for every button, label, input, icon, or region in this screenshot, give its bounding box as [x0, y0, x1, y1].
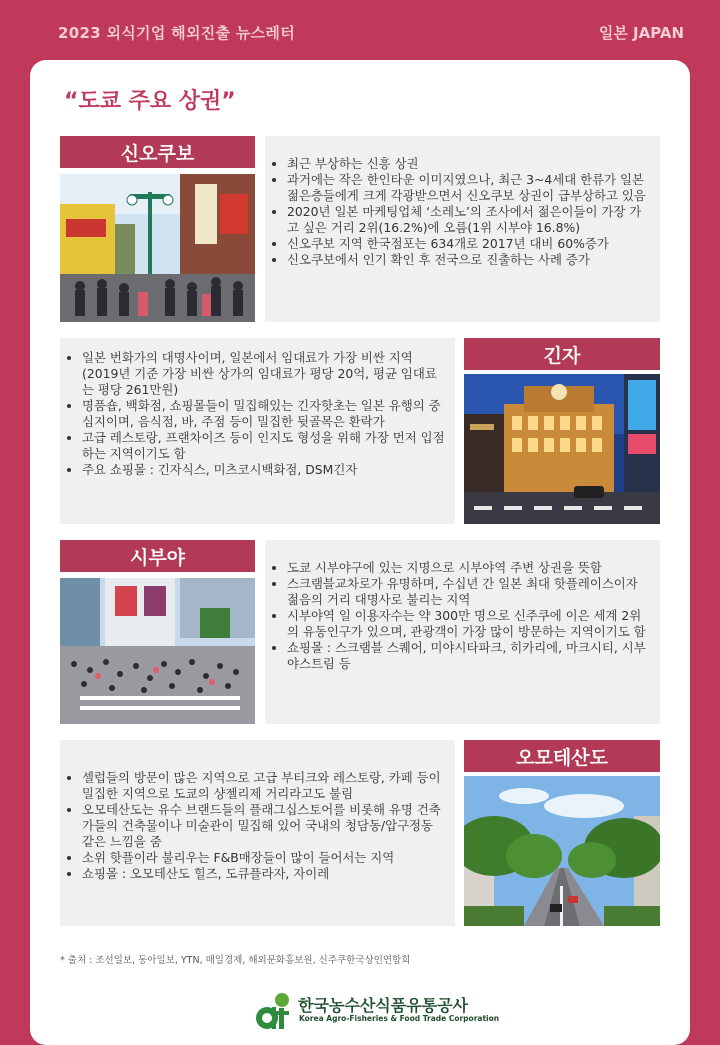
section-label-shinokubo: 신오쿠보	[60, 136, 255, 168]
list-item: • 일본 번화가의 대명사이며, 일본에서 임대료가 가장 비싼 지역(2019년 기준 가장 비싼 상가의 임대료가 평당 20억, 평균 임대료는 평당 261만원)	[82, 350, 445, 398]
country-label: 일본 JAPAN	[598, 24, 684, 42]
page-title: “도쿄 주요 상권”	[64, 89, 236, 114]
section-label-omotesando: 오모테산도	[464, 740, 660, 772]
shibuya-description-box	[265, 540, 660, 724]
omotesando-description-box	[60, 740, 455, 926]
list-item: • 주요 쇼핑몰 : 긴자식스, 미츠코시백화점, DSM긴자	[82, 462, 445, 478]
list-item: • 스크램블교차로가 유명하며, 수십년 간 일본 최대 핫플레이스이자 젊음의 거리 대명사로 불리는 지역	[287, 576, 650, 608]
at-corporation-logo	[252, 992, 500, 1032]
list-item: • 최근 부상하는 신흥 상권	[287, 156, 650, 172]
newsletter-title: 2023 외식기업 해외진출 뉴스레터	[58, 24, 295, 42]
ginza-description-box	[60, 338, 455, 524]
list-item: • 쇼핑몰 : 오모테산도 힐즈, 도큐플라자, 자이레	[82, 866, 445, 882]
section-label-shibuya: 시부야	[60, 540, 255, 572]
list-item: • 소위 핫플이라 불리우는 F&B매장들이 많이 들어서는 지역	[82, 850, 445, 866]
corporation-name-korean: 한국농수산식품유통공사	[298, 996, 469, 1015]
list-item: • 고급 레스토랑, 프랜차이즈 등이 인지도 형성을 위해 가장 먼저 입점하는 지역이기도 함	[82, 430, 445, 462]
ginza-bullet-list	[60, 350, 445, 478]
list-item: • 오모테산도는 유수 브랜드들의 플래그십스토어를 비롯해 유명 건축가들의 건축물이나 미술관이 밀집해 있어 국내의 청담동/압구정동 같은 느낌을 줌	[82, 802, 445, 850]
section-label-ginza: 긴자	[464, 338, 660, 370]
list-item: • 2020년 일본 마케팅업체 ‘소레노’의 조사에서 젊은이들이 가장 가고 싶은 거리 2위(16.2%)에 오름(1위 시부야 16.8%)	[287, 204, 650, 236]
ginza-night-photo	[464, 374, 660, 524]
shibuya-crossing-photo	[60, 578, 255, 724]
list-item: • 쇼핑몰 : 스크램블 스퀘어, 미야시타파크, 히카리에, 마크시티, 시부야스트림 등	[287, 640, 650, 672]
list-item: • 도쿄 시부야구에 있는 지명으로 시부야역 주변 상권을 뜻함	[287, 560, 650, 576]
omotesando-avenue-photo	[464, 776, 660, 926]
content-card	[30, 60, 690, 1045]
corporation-name-english: Korea Agro-Fisheries & Food Trade Corporation	[299, 1014, 500, 1023]
omotesando-bullet-list	[60, 770, 445, 882]
shinokubo-street-photo	[60, 174, 255, 322]
source-footnote: * 출처 : 조선일보, 동아일보, YTN, 매일경제, 해외문화홍보원, 신주쿠한국상인연합회	[60, 955, 411, 966]
list-item: • 시부야역 일 이용자수는 약 300만 명으로 신주쿠에 이은 세계 2위의 유동인구가 있으며, 관광객이 가장 많이 방문하는 지역이기도 함	[287, 608, 650, 640]
list-item: • 신오쿠보에서 인기 확인 후 전국으로 진출하는 사례 증가	[287, 252, 650, 268]
list-item: • 셀럽들의 방문이 많은 지역으로 고급 부티크와 레스토랑, 카페 등이 밀집한 지역으로 도쿄의 샹젤리제 거리라고도 불림	[82, 770, 445, 802]
list-item: • 명품숍, 백화점, 쇼핑몰들이 밀집해있는 긴자핫초는 일본 유행의 중심지이며, 음식점, 바, 주점 등이 밀집한 뒷골목은 환락가	[82, 398, 445, 430]
top-bar	[0, 0, 720, 60]
shinokubo-bullet-list	[265, 156, 650, 268]
list-item: • 과거에는 작은 한인타운 이미지였으나, 최근 3~4세대 한류가 일본 젊은층들에게 크게 각광받으면서 신오쿠보 상권이 급부상하고 있음	[287, 172, 650, 204]
at-logo-mark	[252, 992, 296, 1032]
shinokubo-description-box	[265, 136, 660, 322]
list-item: • 신오쿠보 지역 한국점포는 634개로 2017년 대비 60%증가	[287, 236, 650, 252]
shibuya-bullet-list	[265, 560, 650, 672]
